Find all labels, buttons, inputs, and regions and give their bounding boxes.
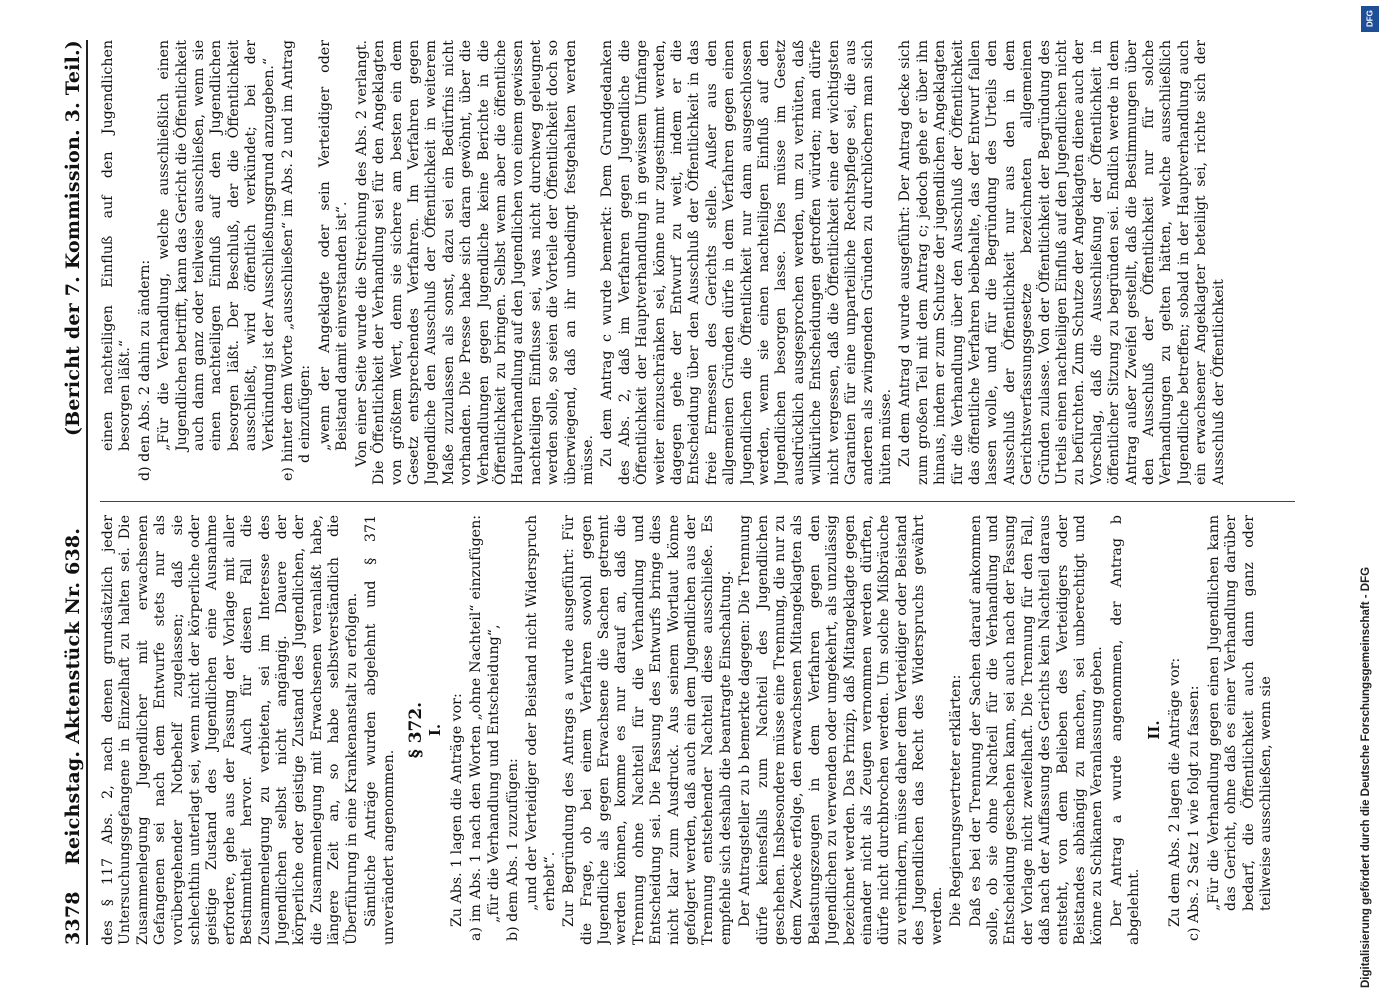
page-number: 3378 <box>62 891 84 945</box>
paragraph: b) dem Abs. 1 zuzufügen: <box>504 758 521 941</box>
subsection-heading: II. <box>1144 720 1163 740</box>
paragraph: Zu dem Antrag c wurde bemerkt: Dem Grundgedanken des Abs. 2, daß im Verfahren gegen Jugendliche die Öffentlichkeit der Hauptverhandlung in gewissem Umfange weiter einzuschränken sei, könne nur zugestimmt werden, dagegen gehe der Entwurf zu weit, indem er die Entscheidung über den Ausschluß der Öffentlichkeit in das freie Ermessen des Gerichts stelle. Außer aus den allgemeinen Gründen dürfe in dem Verfahren gegen einen Jugendlichen die Öffentlichkeit nur dann ausgeschlossen werden, wenn sie einen nachteiligen Einfluß auf den Jugendlichen besorgen lasse. Dies müsse im Gesetz ausdrücklich ausgesprochen werden, um zu verhüten, daß willkürliche Entscheidungen getroffen würden; man dürfe nicht vergessen, daß die Öffentlichkeit eine der wichtigsten Garantien für eine unparteiliche Rechtspflege sei, die aus anderen als zwingenden Gründen zu durchlöchern man sich hüten müsse. <box>599 40 894 485</box>
digitization-note: Digitalisierung gefördert durch die Deutsche Forschungsgemeinschaft - DFG <box>1360 566 1372 988</box>
paragraph: des § 117 Abs. 2, nach denen grundsätzlich jeder Untersuchungsgefangene in Einzelhaft zu halten sei. Die Zusammenlegung Jugendlicher mit erwachsenen Gefangenen sei nach dem Entwurfe stets nur als vorübergehender Notbehelf zugelassen; daß sie schlechthin unterlagt sei, wenn nicht der körperliche oder geistige Zustand des Jugendlichen eine Ausnahme erfordere, gehe aus der Fassung der Vorlage mit aller Bestimmtheit hervor. Auch für diesen Fall die Zusammenlegung zu verbieten, sei im Interesse des Jugendlichen selbst nicht angängig. Dauere der körperliche oder geistige Zustand des Jugendlichen, der die Zusammenlegung mit Erwachsenen veranlaßt habe, längere Zeit an, so habe selbstverständlich die Überführung in eine Krankenanstalt zu erfolgen. <box>100 515 360 945</box>
paragraph: Daß es bei der Trennung der Sachen darauf ankommen solle, ob sie ohne Nachteil für die Verhandlung und Entscheidung geschehen kann, sei auch nach der Fassung der Vorlage nicht zweifelhaft. Die Trennung für den Fall, daß nach der Auffassung des Gerichts kein Nachteil daraus entsteht, von dem Belieben des Verteidigers oder Beistandes abhängig zu machen, sei unberechtigt und könne zu Schikanen Veranlassung geben. <box>967 515 1106 945</box>
paragraph: Der Antrag a wurde angenommen, der Antrag b abgelehnt. <box>1108 515 1143 945</box>
left-column <box>100 515 1300 945</box>
section-heading: § 372. <box>405 701 426 759</box>
paragraph: c) Abs. 2 Satz 1 wie folgt zu fassen: <box>1186 685 1203 941</box>
paragraph: d) den Abs. 2 dahin zu ändern: <box>136 259 153 481</box>
paragraph: „Für die Verhandlung gegen einen Jugendlichen kann das Gericht, ohne daß es einer Verhandlung darüber bedarf, die Öffentlichkeit auch dann ganz oder teilweise ausschließen, wenn sie <box>1205 515 1274 911</box>
page-header <box>60 40 88 945</box>
paragraph: Zu dem Antrag d wurde ausgeführt: Der Antrag decke sich zum großen Teil mit dem Antrag c; jedoch gehe er über ihn hinaus, indem er zum Schutze der jugendlichen Angeklagten für die Verhandlung über den Ausschluß der Öffentlichkeit das öffentliche Verfahren beibehalte, das der Entwurf fallen lassen wolle, und für die Begründung des Urteils den Ausschluß der Öffentlichkeit nur aus den in dem Gerichtsverfassungsgesetze bezeichneten allgemeinen Gründen zulasse. Von der Öffentlichkeit der Begründung des Urteils einen nachteiligen Einfluß auf den Jugendlichen nicht zu befürchten. Zum Schutze der Angeklagten diene auch der Vorschlag, daß die Ausschließung der Öffentlichkeit in öffentlicher Sitzung zu begründen sei. Endlich werde in dem Antrag außer Zweifel gestellt, daß die Bestimmungen über den Ausschluß der Öffentlichkeit nur für solche Verhandlungen zu gelten hätten, welche ausschließlich Jugendliche betreffen; sobald in der Hauptverhandlung auch ein erwachsener Angeklagter beteiligt sei, richte sich der Ausschluß der Öffentlichkeit <box>897 40 1227 485</box>
paragraph: e) hinter dem Worte „ausschließen“ im Abs. 2 und im Antrag d einzufügen: <box>280 40 314 481</box>
page-subtitle: (Bericht der 7. Kommission. 3. Teil.) <box>62 40 84 437</box>
page-title: Reichstag. Aktenstück Nr. 638. <box>62 527 84 865</box>
paragraph: „Für die Verhandlung, welche ausschließlich einen Jugendlichen betrifft, kann das Gericht die Öffentlichkeit auch dann ganz oder teilweise ausschließen, wenn sie einen nachteiligen Einfluß auf den Jugendlichen besorgen läßt. Der Beschluß, der die Öffentlichkeit ausschließt, wird öffentlich verkündet; bei der Verkündung ist der Ausschließungsgrund anzugeben.“ <box>156 40 277 451</box>
paragraph: Sämtliche Anträge wurden abgelehnt und § 371 unverändert angenommen. <box>363 515 397 945</box>
digitization-sidebar <box>1355 0 1377 1000</box>
paragraph: „wenn der Angeklagte oder sein Verteidiger oder Beistand damit einverstanden ist“. <box>316 40 351 451</box>
paragraph: Zur Begründung des Antrags a wurde ausgeführt: Für die Frage, ob bei einem Verfahren sowohl gegen Jugendliche als gegen Erwachsene die Sachen getrennt werden können, komme es nur darauf an, daß die Trennung ohne Nachteil für die Verhandlung und Entscheidung sei. Die Fassung des Entwurfs bringe dies nicht klar zum Ausdruck. Aus seinem Wortlaut könne gefolgert werden, daß auch ein dem Jugendlichen aus der Trennung entstehender Nachteil diese ausschließe. Es empfehle sich deshalb die beantragte Einschaltung. <box>561 515 734 945</box>
right-column <box>100 40 1300 485</box>
paragraph: Der Antragsteller zu b bemerkte dagegen: Die Trennung dürfe keinesfalls zum Nachteil des Jugendlichen geschehen. Insbesondere müsse eine Trennung, die nur zu dem Zwecke erfolge, den erwachsenen Mitangeklagten als Belastungszeugen in dem Verfahren gegen den Jugendlichen zu verwenden oder umgekehrt, als unzulässig bezeichnet werden. Das Prinzip, daß Mitangeklagte gegen einander nicht als Zeugen vernommen werden dürften, dürfe nicht durchbrochen werden. Um solche Mißbräuche zu verhindern, müsse daher dem Verteidiger oder Beistand des Jugendlichen das Recht des Widerspruchs gewährt werden. <box>737 515 945 945</box>
paragraph: „und der Verteidiger oder Beistand nicht Widerspruch erhebt“. <box>524 515 558 911</box>
paragraph: a) im Abs. 1 nach den Worten „ohne Nachteil“ einzufügen: „für die Verhandlung und Entscheidung“, <box>468 515 502 941</box>
dfg-logo: DFG <box>1361 6 1379 32</box>
column-divider <box>100 501 1295 502</box>
paragraph: Zu dem Abs. 2 lagen die Anträge vor: <box>1166 657 1183 927</box>
paragraph: Die Regierungsvertreter erklärten: <box>948 674 965 927</box>
paragraph: Von einer Seite wurde die Streichung des Abs. 2 verlangt. Die Öffentlichkeit der Verhandlung sei für den Angeklagten von größtem Wert, denn sie sichere am besten ein dem Gesetz entsprechendes Verfahren. Im Verfahren gegen Jugendliche den Ausschluß der Öffentlichkeit in weiterem Maße zuzulassen als sonst, dazu sei ein Bedürfnis nicht vorhanden. Die Presse habe sich daran gewöhnt, über die Verhandlungen gegen Jugendliche keine Berichte in die Öffentlichkeit zu bringen. Selbst wenn aber die öffentliche Hauptverhandlung auf den Jugendlichen von einem gewissen nachteiligen Einflusse sei, was nicht durchweg geleugnet werden solle, so seien die Vorteile der Öffentlichkeit doch so überwiegend, daß an ihr unbedingt festgehalten werden müsse. <box>353 40 596 485</box>
subsection-heading: I. <box>426 723 445 737</box>
paragraph: einen nachteiligen Einfluß auf den Jugendlichen besorgen läßt.“ <box>100 40 134 451</box>
paragraph: Zu Abs. 1 lagen die Anträge vor: <box>448 693 465 927</box>
